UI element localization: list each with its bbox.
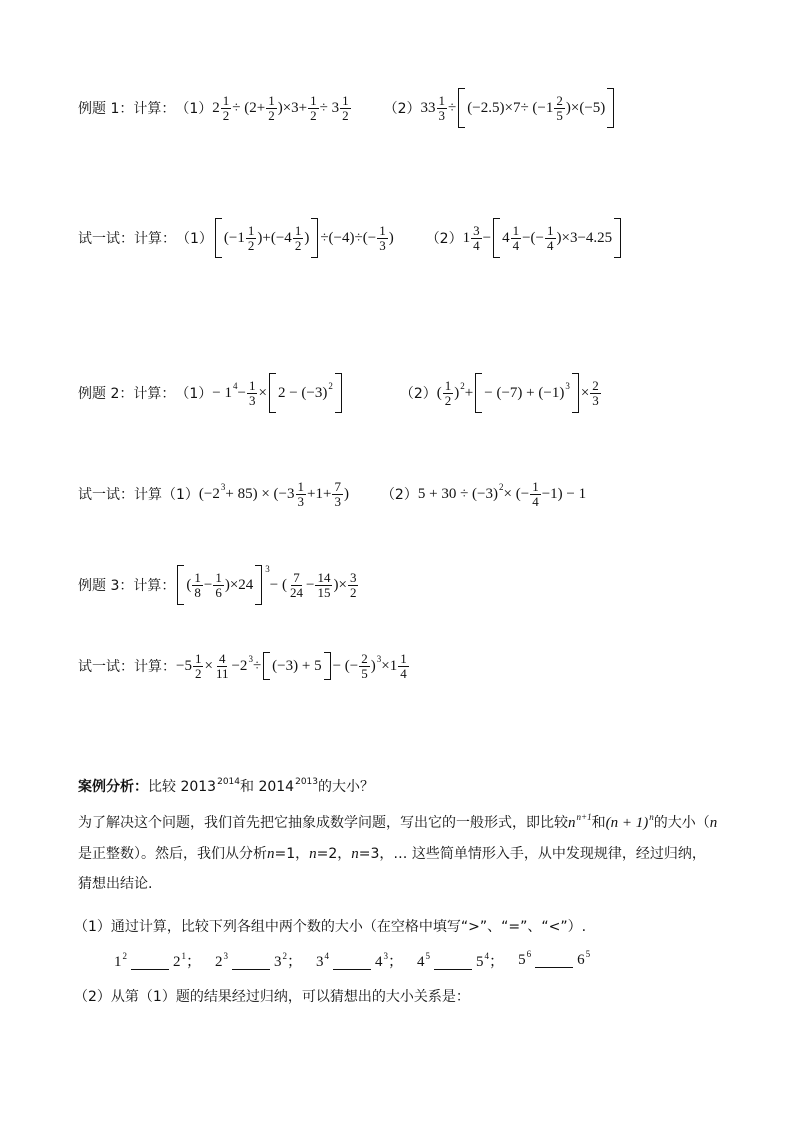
part-1-marker: （1） bbox=[175, 101, 213, 117]
try-2 bbox=[78, 480, 586, 508]
example-3-label: 例题 3：计算： bbox=[78, 578, 176, 594]
cmp-2: $2^3$ $3^2$； bbox=[215, 951, 303, 970]
case-analysis-title bbox=[78, 772, 718, 804]
example-2-expr-1: − 1 $^4$ − $\frac{1}{3}$ × 2 − (−3) $^2$ bbox=[212, 373, 344, 413]
try-2-expr-2: 5 + 30 ÷ (−3) $^2$ × (− $\frac{1}{4}$ −1) − 1 bbox=[417, 479, 587, 509]
part-1-marker: （1） bbox=[175, 386, 213, 402]
try-1-label: 试一试：计算： bbox=[78, 231, 176, 247]
body-text: 是正整数）。然后，我们从分析 bbox=[78, 846, 267, 862]
try-2-label: 试一试：计算 bbox=[78, 487, 162, 504]
try-3-expr: −5 $\frac{1}{2}$ × $\frac{4}{11}$ −2 $^3$ ÷ (−3) + 5 − (− $\frac{2}{5}$ ) $^3$ ×1 $\frac{1}{4}$ bbox=[176, 651, 407, 681]
question-1 bbox=[74, 912, 714, 942]
try-2-expr-1: (−2 $^3$ + 85) × (−3 $\frac{1}{3}$ +1+ $\frac{7}{3}$ ) bbox=[198, 479, 349, 509]
comparison-row bbox=[114, 950, 604, 971]
question-2 bbox=[74, 982, 714, 1012]
answer-blank[interactable] bbox=[434, 955, 472, 970]
example-2-label: 例题 2：计算： bbox=[78, 386, 176, 402]
case-analysis-body: 为了解决这个问题，我们首先把它抽象成数学问题，写出它的一般形式，即比较$n^{n+1}$和$(n + 1)^n$的大小（n 是正整数）。然后，我们从分析n=1，n=2，n=3，… 这些简单情形入手，从中发现规律，经过归纳，猜想出结论. bbox=[78, 812, 718, 892]
question-2-text: （2）从第（1）题的结果经过归纳，可以猜想出的大小关系是： bbox=[74, 989, 470, 1005]
exponent: 2014 bbox=[217, 777, 240, 787]
try-1-expr-2: 1 $\frac{3}{4}$ − 4 $\frac{1}{4}$ −(− $\frac{1}{4}$ )×3−4.25 bbox=[463, 218, 624, 258]
part-1-marker: （1） bbox=[162, 487, 199, 504]
answer-blank[interactable] bbox=[535, 953, 573, 968]
example-2 bbox=[78, 373, 602, 413]
question-part: 比较 2013 bbox=[148, 779, 217, 795]
question-1-text: （1）通过计算，比较下列各组中两个数的大小（在空格中填写“>”、“=”、“<”）. bbox=[74, 919, 587, 935]
example-3-expr: ( $\frac{1}{8}$ − $\frac{1}{6}$ )×24 $^3$ − ( $\frac{7}{24}$ − $\frac{14}{15}$ )× $\frac{3}{2}$ bbox=[175, 565, 359, 605]
question-part: 的大小？ bbox=[318, 779, 374, 795]
part-1-marker: （1） bbox=[176, 231, 213, 247]
try-1-expr-1: (−1 $\frac{1}{2}$ )+(−4 $\frac{1}{2}$ ) ÷(−4)÷(− $\frac{1}{3}$ ) bbox=[213, 218, 394, 258]
example-3 bbox=[78, 565, 359, 605]
part-2-marker: （2） bbox=[380, 487, 418, 504]
example-2-expr-2: ( $\frac{1}{2}$ ) $^2$ + − (−7) + (−1) $^3$ × $\frac{2}{3}$ bbox=[437, 373, 602, 413]
answer-blank[interactable] bbox=[232, 955, 270, 970]
part-2-marker: （2） bbox=[383, 101, 421, 117]
example-1-label: 例题 1：计算： bbox=[78, 101, 176, 117]
question-part: 和 2014 bbox=[240, 779, 295, 795]
try-1 bbox=[78, 218, 623, 258]
try-3-label: 试一试：计算： bbox=[78, 659, 176, 676]
answer-blank[interactable] bbox=[333, 955, 371, 970]
cmp-1: $1^2$ $2^1$； bbox=[114, 951, 202, 970]
body-text: ， bbox=[337, 846, 352, 862]
example-1-expr-1: 2 $\frac{1}{2}$ ÷ (2+ $\frac{1}{2}$ )×3+ $\frac{1}{2}$ ÷ 3 $\frac{1}{2}$ bbox=[212, 92, 349, 123]
body-text: ，… 这些简单情形入手，从中发现规律，经过归纳，猜想出结论. bbox=[78, 846, 706, 892]
cmp-5: $5^6$ $6^5$ bbox=[518, 949, 591, 968]
answer-blank[interactable] bbox=[131, 955, 169, 970]
part-2-marker: （2） bbox=[425, 231, 463, 247]
case-title: 案例分析： bbox=[78, 779, 148, 795]
exponent: 2013 bbox=[295, 777, 318, 787]
body-text: ， bbox=[295, 846, 310, 862]
body-text: 的大小（ bbox=[653, 815, 710, 831]
part-2-marker: （2） bbox=[399, 386, 437, 402]
try-3 bbox=[78, 652, 410, 680]
body-text: 和 bbox=[591, 815, 606, 831]
body-text: 为了解决这个问题，我们首先把它抽象成数学问题，写出它的一般形式，即比较 bbox=[78, 815, 568, 831]
cmp-3: $3^4$ $4^3$； bbox=[316, 951, 404, 970]
example-1-expr-2: 33 $\frac{1}{3}$ ÷ (−2.5)×7÷ (−1 $\frac{2}{5}$ )×(−5) bbox=[421, 88, 617, 128]
example-1 bbox=[78, 88, 616, 128]
cmp-4: $4^5$ $5^4$； bbox=[417, 951, 505, 970]
